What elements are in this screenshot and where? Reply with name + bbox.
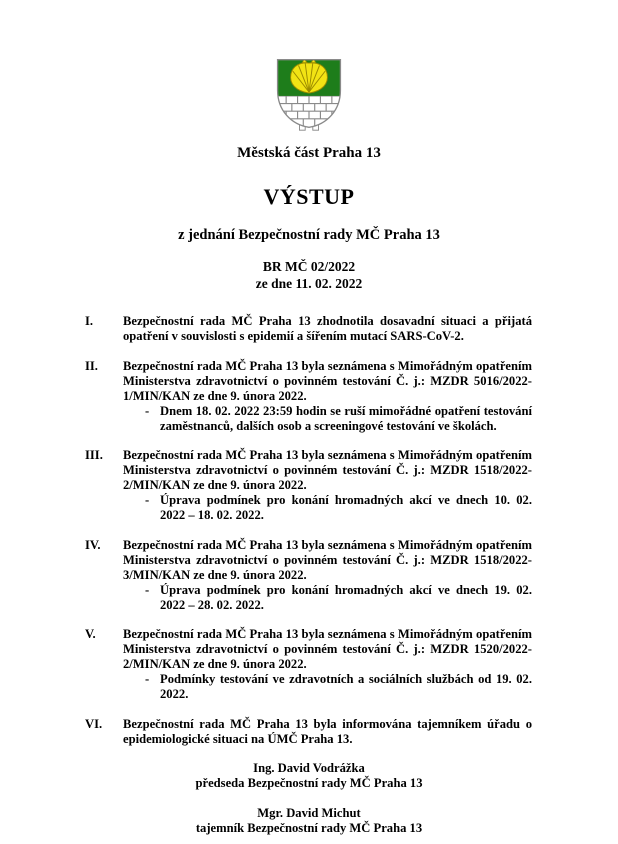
dash-bullet: - [145, 493, 150, 507]
list-item [85, 448, 532, 523]
document-subtitle: z jednání Bezpečnostní rady MČ Praha 13 [178, 227, 440, 243]
signatory-role: předseda Bezpečnostní rady MČ Praha 13 [195, 776, 423, 790]
item-numeral: IV. [85, 537, 101, 552]
dash-bullet: - [145, 672, 150, 686]
signatory-role: tajemník Bezpečnostní rady MČ Praha 13 [195, 821, 423, 835]
sub-item [145, 583, 532, 613]
item-numeral: III. [85, 448, 103, 462]
sub-item-text: Úprava podmínek pro konání hromadných akcí ve dnech 10. 02. 2022 – 18. 02. 2022. [160, 493, 532, 522]
item-text: Bezpečnostní rada MČ Praha 13 byla seznámena s Mimořádným opatřením Ministerstva zdravotnictví o povinném testování Č. j.: MZDR 5016/2022-1/MIN/KAN ze dne 9. února 2022. [123, 358, 532, 403]
dash-bullet: - [145, 403, 150, 418]
document-title: VÝSTUP [263, 184, 355, 209]
signature-section [0, 761, 618, 836]
list-item [85, 717, 532, 747]
meeting-date: ze dne 11. 02. 2022 [255, 276, 363, 291]
praha-13-coat-of-arms-icon [264, 54, 354, 134]
sub-item-text: Podmínky testování ve zdravotních a sociálních službách od 19. 02. 2022. [160, 672, 532, 701]
agenda-items [85, 314, 532, 747]
item-numeral: I. [85, 314, 94, 328]
org-name: Městská část Praha 13 [237, 145, 381, 161]
item-numeral: V. [85, 627, 96, 641]
signature-block [0, 806, 618, 836]
sub-item [145, 493, 532, 523]
item-numeral: VI. [85, 716, 103, 731]
signatory-name: Ing. David Vodrážka [253, 761, 365, 775]
item-text: Bezpečnostní rada MČ Praha 13 byla seznámena s Mimořádným opatřením Ministerstva zdravotnictví o povinném testování Č. j.: MZDR 1518/2022-3/MIN/KAN ze dne 9. února 2022. [123, 537, 532, 582]
list-item [85, 538, 532, 613]
dash-bullet: - [145, 582, 150, 597]
meeting-reference: BR MČ 02/2022 [262, 259, 356, 274]
sub-item-text: Úprava podmínek pro konání hromadných akcí ve dnech 19. 02. 2022 – 28. 02. 2022. [160, 582, 532, 612]
sub-item-text: Dnem 18. 02. 2022 23:59 hodin se ruší mimořádné opatření testování zaměstnanců, dalších osob a screeningové testování ve školách. [160, 403, 532, 433]
item-text: Bezpečnostní rada MČ Praha 13 byla seznámena s Mimořádným opatřením Ministerstva zdravotnictví o povinném testování Č. j.: MZDR 1520/2022-2/MIN/KAN ze dne 9. února 2022. [123, 627, 532, 671]
sub-item [145, 404, 532, 434]
item-text: Bezpečnostní rada MČ Praha 13 byla informována tajemníkem úřadu o epidemiologické situaci na ÚMČ Praha 13. [123, 716, 532, 746]
item-numeral: II. [85, 358, 98, 373]
list-item [85, 359, 532, 434]
signature-block [0, 761, 618, 791]
list-item [85, 314, 532, 344]
signatory-name: Mgr. David Michut [257, 806, 361, 820]
item-text: Bezpečnostní rada MČ Praha 13 zhodnotila dosavadní situaci a přijatá opatření v souvislosti s epidemií a šířením mutací SARS-CoV-2. [123, 314, 532, 343]
list-item [85, 627, 532, 702]
sub-item [145, 672, 532, 702]
item-text: Bezpečnostní rada MČ Praha 13 byla seznámena s Mimořádným opatřením Ministerstva zdravotnictví o povinném testování Č. j.: MZDR 1518/2022-2/MIN/KAN ze dne 9. února 2022. [123, 448, 532, 492]
document-header [0, 0, 618, 292]
